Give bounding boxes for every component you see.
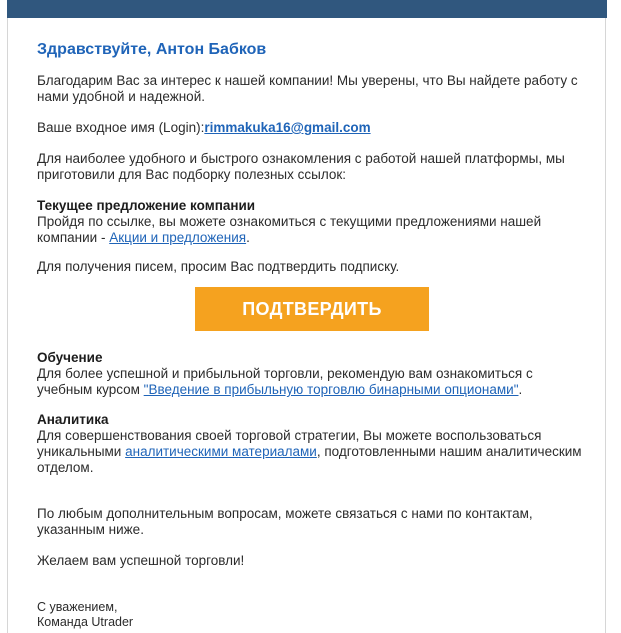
- intro-paragraph: Благодарим Вас за интерес к нашей компании! Мы уверены, что Вы найдете работу с нами удобной и надежной.: [37, 73, 578, 104]
- offers-text-after: .: [246, 230, 250, 245]
- analytics-materials-link[interactable]: аналитическими материалами: [125, 444, 317, 459]
- training-text: [37, 366, 587, 398]
- analytics-text-before: Для совершенствования своей торговой стратегии, Вы можете воспользоваться уникальными: [37, 428, 542, 459]
- training-course-link[interactable]: "Введение в прибыльную торговлю бинарными опционами": [143, 382, 519, 397]
- login-label: Ваше входное имя (Login):: [37, 120, 205, 135]
- email-card: [7, 18, 606, 633]
- greeting-title: Здравствуйте, Антон Бабков: [37, 41, 267, 58]
- confirm-paragraph: Для получения писем, просим Вас подтвердить подписку.: [37, 259, 400, 274]
- links-intro-paragraph: Для наиболее удобного и быстрого ознакомления с работой нашей платформы, мы приготовили для Вас подборку полезных ссылок:: [37, 151, 565, 182]
- signature: [37, 600, 587, 630]
- email-header-bar: [7, 0, 607, 18]
- offers-text: [37, 214, 587, 246]
- offers-heading: Текущее предложение компании: [37, 198, 256, 213]
- analytics-text-after: , подготовленными нашим аналитическим отделом.: [37, 444, 582, 475]
- offers-text-before: Пройдя по ссылке, вы можете ознакомиться с текущими предложениями нашей компании -: [37, 214, 542, 245]
- login-email-link[interactable]: rimmakuka16@gmail.com: [204, 120, 371, 135]
- confirm-subscription-button[interactable]: ПОДТВЕРДИТЬ: [195, 287, 429, 331]
- signature-team: Команда Utrader: [37, 615, 134, 629]
- offers-link[interactable]: Акции и предложения: [109, 230, 247, 245]
- signature-regards: С уважением,: [37, 600, 118, 614]
- training-heading: Обучение: [37, 350, 103, 365]
- login-paragraph: [37, 120, 587, 136]
- training-section: [37, 350, 587, 398]
- analytics-section: [37, 412, 587, 476]
- analytics-text: [37, 428, 587, 476]
- offers-section: [37, 198, 587, 246]
- training-text-after: .: [518, 382, 523, 397]
- wishes-paragraph: Желаем вам успешной торговли!: [37, 553, 245, 568]
- training-text-before: Для более успешной и прибыльной торговли, рекомендую вам ознакомиться с учебным курсом: [37, 366, 533, 397]
- analytics-heading: Аналитика: [37, 412, 109, 427]
- questions-paragraph: По любым дополнительным вопросам, можете связаться с нами по контактам, указанным ниже.: [37, 506, 533, 537]
